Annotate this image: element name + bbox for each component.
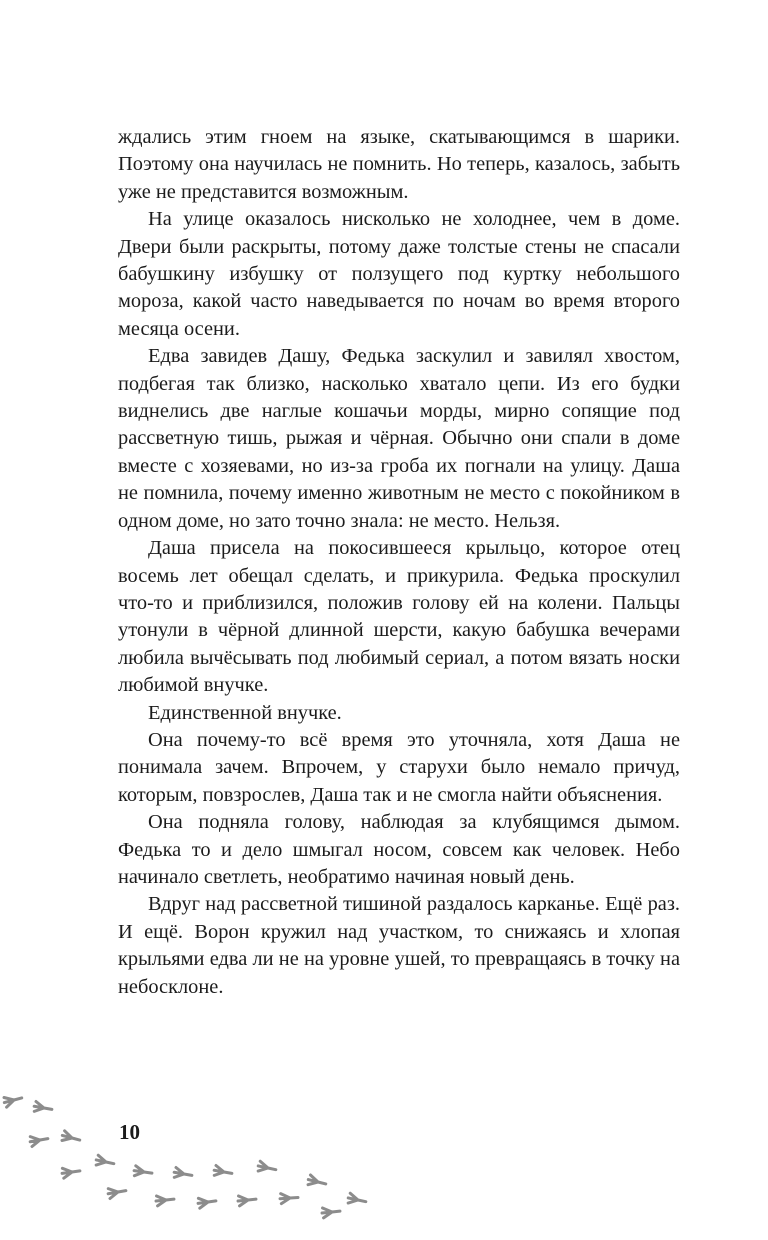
- paragraph-4: Даша присела на покосившееся крыльцо, которое отец восемь лет обещал сделать, и прикурила. Федька проскулил что-то и приблизился, положив голову ей на колени. Пальцы утонули в чёрной длинной шерсти, какую бабушка вечерами любила вычёсывать под любимый сериал, а потом вязать носки любимой внучке.: [118, 537, 680, 697]
- paragraph-7: Она подняла голову, наблюдая за клубящимся дымом. Федька то и дело шмыгал носом, совсем как человек. Небо начинало светлеть, необратимо начиная новый день.: [118, 811, 680, 888]
- paragraph-1: ждались этим гноем на языке, скатывающимся в шарики. Поэтому она научилась не помнить. Но теперь, казалось, забыть уже не представится возможным.: [118, 126, 680, 203]
- page-text: [118, 124, 680, 1001]
- paragraph-3: Едва завидев Дашу, Федька заскулил и завилял хвостом, подбегая так близко, насколько хватало цепи. Из его будки виднелись две наглые кошачьи морды, мирно сопящие под рассветную тишь, рыжая и чёрная. Обычно они спали в доме вместе с хозяевами, но из-за гроба их погнали на улицу. Даша не помнила, почему именно животным не место с покойником в одном доме, но зато точно знала: не место. Нельзя.: [118, 345, 680, 532]
- bird-footprints-icon: [0, 1080, 400, 1240]
- paragraph-5: Единственной внучке.: [148, 701, 342, 724]
- page-number: 10: [119, 1120, 140, 1144]
- paragraph-6: Она почему-то всё время это уточняла, хотя Даша не понимала зачем. Впрочем, у старухи было немало причуд, которым, повзрослев, Даша так и не смогла найти объяснения.: [118, 728, 680, 806]
- paragraph-8: Вдруг над рассветной тишиной раздалось карканье. Ещё раз. И ещё. Ворон кружил над участком, то снижаясь и хлопая крыльями едва ли не на уровне ушей, то превращаясь в точку на небосклоне.: [118, 893, 680, 998]
- paragraph-2: На улице оказалось нисколько не холоднее, чем в доме. Двери были раскрыты, потому даже толстые стены не спасали бабушкину избушку от ползущего под куртку небольшого мороза, какой часто наведывается по ночам во время второго месяца осени.: [118, 208, 680, 340]
